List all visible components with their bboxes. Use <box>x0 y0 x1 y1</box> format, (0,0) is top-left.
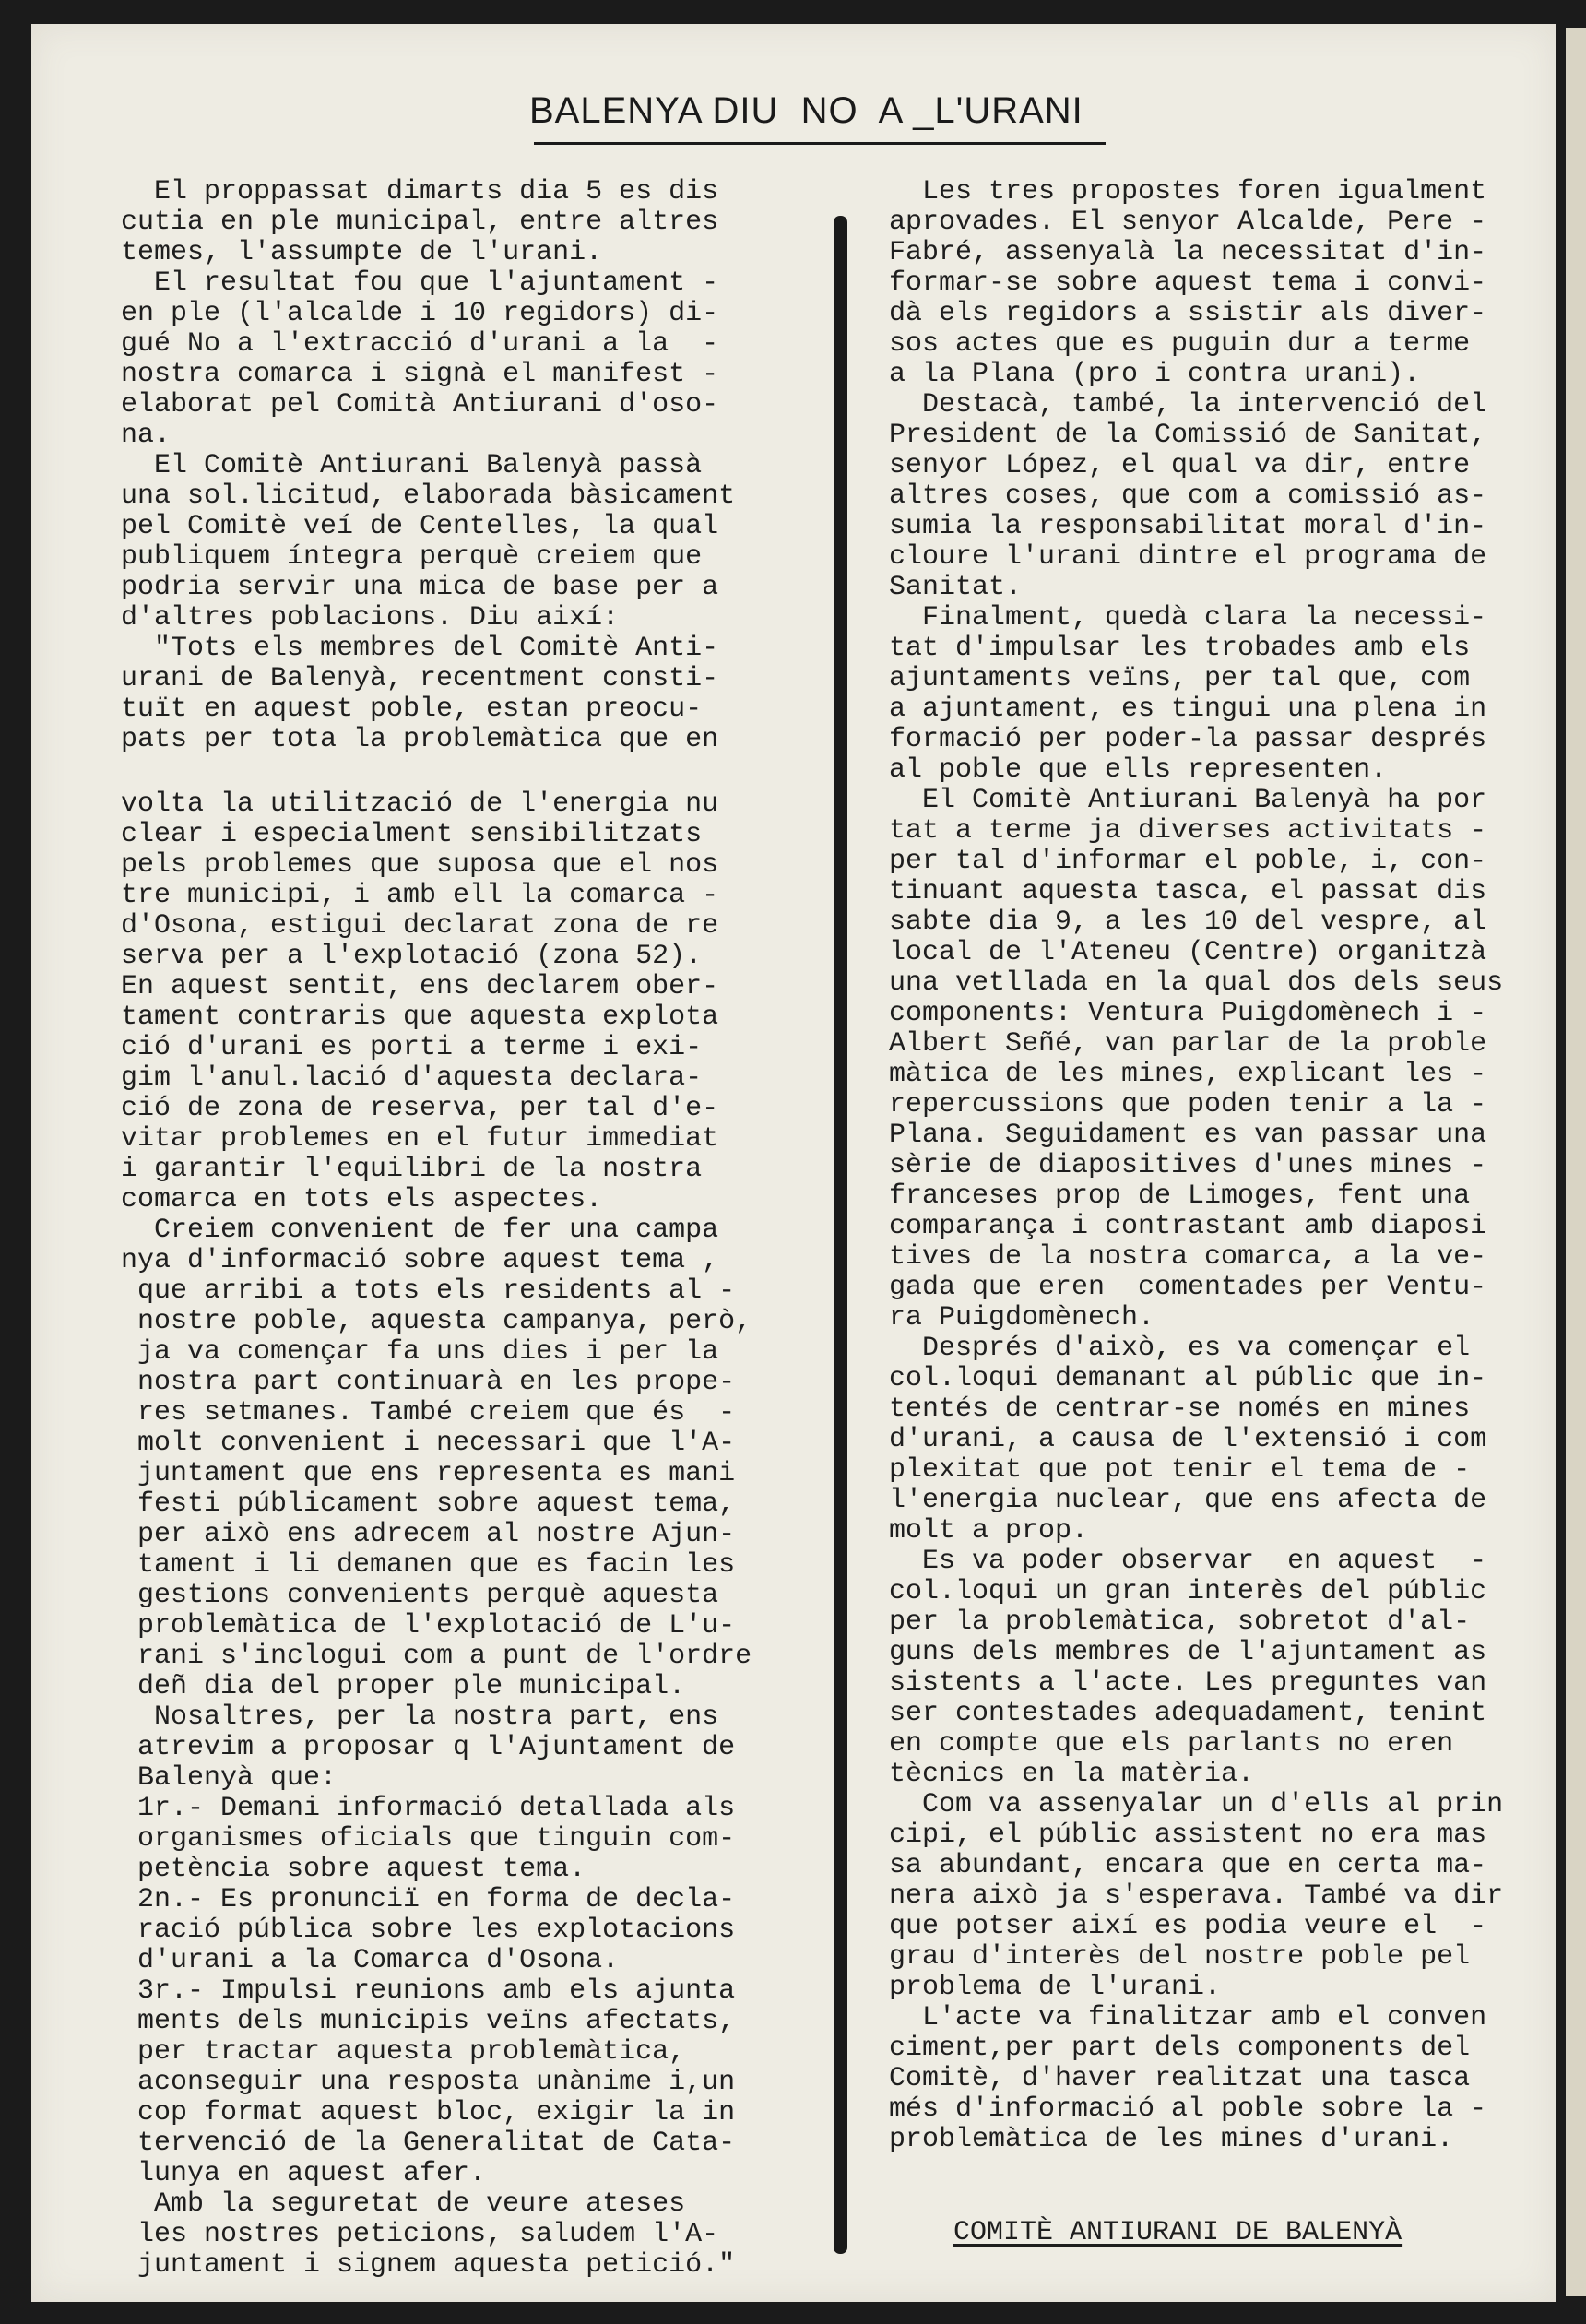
text-line: ció de zona de reserva, per tal d'e- <box>121 1093 719 1124</box>
title-underline <box>534 142 1106 145</box>
text-line: organismes oficials que tinguin com- <box>121 1823 736 1855</box>
text-line: res setmanes. També creiem que és - <box>121 1397 736 1429</box>
text-line: nera això ja s'esperava. També va dir <box>889 1880 1504 1912</box>
text-line: en compte que els parlants no eren <box>889 1728 1454 1760</box>
text-line: comparança i contrastant amb diaposi <box>889 1211 1487 1242</box>
text-line: col.loqui un gran interès del públic <box>889 1576 1487 1607</box>
text-line: El proppassat dimarts dia 5 es dis <box>121 176 719 208</box>
text-line: sabte dia 9, a les 10 del vespre, al <box>889 907 1487 938</box>
text-line: i garantir l'equilibri de la nostra <box>121 1154 703 1185</box>
text-line: en ple (l'alcalde i 10 regidors) di- <box>121 298 719 329</box>
text-line: comarca en tots els aspectes. <box>121 1184 603 1215</box>
column-divider <box>834 216 847 2254</box>
text-line: Les tres propostes foren igualment <box>889 176 1487 208</box>
text-line: nostra part continuarà en les prope- <box>121 1367 736 1398</box>
text-line: formar-se sobre aquest tema i convi- <box>889 267 1487 299</box>
text-line: sistents a l'acte. Les preguntes van <box>889 1667 1487 1699</box>
text-line: tre municipi, i amb ell la comarca - <box>121 880 719 911</box>
text-line: gestions convenients perquè aquesta <box>121 1580 719 1611</box>
text-line: El resultat fou que l'ajuntament - <box>121 267 719 299</box>
text-line: aprovades. El senyor Alcalde, Pere - <box>889 207 1487 238</box>
left-column-bottom <box>121 789 752 2281</box>
text-line: ajuntaments veïns, per tal que, com <box>889 663 1471 694</box>
text-line: Destacà, també, la intervenció del <box>889 389 1487 421</box>
text-line: tentés de centrar-se només en mines <box>889 1393 1471 1425</box>
text-line: tat a terme ja diverses activitats - <box>889 815 1487 847</box>
text-line: cutia en ple municipal, entre altres <box>121 207 719 238</box>
text-line: podria servir una mica de base per a <box>121 572 719 603</box>
text-line: Balenyà que: <box>121 1762 337 1794</box>
text-line: festi públicament sobre aquest tema, <box>121 1488 736 1520</box>
text-line: d'urani a la Comarca d'Osona. <box>121 1945 620 1976</box>
text-line: guns dels membres de l'ajuntament as <box>889 1637 1487 1668</box>
text-line: a la Plana (pro i contra urani). <box>889 359 1421 390</box>
text-line: lunya en aquest afer. <box>121 2158 487 2189</box>
signature: COMITÈ ANTIURANI DE BALENYÀ <box>953 2217 1403 2248</box>
text-line: urani de Balenyà, recentment consti- <box>121 663 719 694</box>
text-line: "Tots els membres del Comitè Anti- <box>121 633 719 664</box>
text-line: cloure l'urani dintre el programa de <box>889 541 1487 573</box>
text-line: Es va poder observar en aquest - <box>889 1546 1487 1577</box>
text-line: na. <box>121 420 172 451</box>
text-line: ja va començar fa uns dies i per la <box>121 1336 719 1368</box>
left-column-top <box>121 177 735 755</box>
text-line: components: Ventura Puigdomènech i - <box>889 998 1487 1029</box>
text-line: cop format aquest bloc, exigir la in <box>121 2097 736 2128</box>
text-line: ció d'urani es porti a terme i exi- <box>121 1032 703 1063</box>
text-line: 3r.- Impulsi reunions amb els ajunta <box>121 1975 736 2007</box>
text-line: més d'informació al poble sobre la - <box>889 2093 1487 2125</box>
text-line: Comitè, d'haver realitzat una tasca <box>889 2063 1471 2094</box>
text-line: Com va assenyalar un d'ells al prin <box>889 1789 1504 1820</box>
text-line: deñ dia del proper ple municipal. <box>121 1671 686 1702</box>
text-line: grau d'interès del nostre poble pel <box>889 1941 1471 1973</box>
text-line: publiquem íntegra perquè creiem que <box>121 541 703 573</box>
text-line: màtica de les mines, explicant les - <box>889 1059 1487 1090</box>
text-line: aconseguir una resposta unànime i,un <box>121 2067 736 2098</box>
text-line: tament i li demanen que es facin les <box>121 1549 736 1581</box>
text-line: gada que eren comentades per Ventu- <box>889 1272 1487 1303</box>
text-line: pats per tota la problemàtica que en <box>121 724 719 755</box>
text-line: nostre poble, aquesta campanya, però, <box>121 1306 752 1337</box>
text-line: Plana. Seguidament es van passar una <box>889 1120 1487 1151</box>
text-line: pel Comitè veí de Centelles, la qual <box>121 511 719 542</box>
text-line: formació per poder-la passar després <box>889 724 1487 755</box>
text-line: sumia la responsabilitat moral d'in- <box>889 511 1487 542</box>
text-line: Finalment, quedà clara la necessi- <box>889 602 1487 634</box>
text-line: per tractar aquesta problemàtica, <box>121 2036 686 2068</box>
text-line: gim l'anul.lació d'aquesta declara- <box>121 1062 703 1094</box>
text-line: 2n.- Es pronunciï en forma de decla- <box>121 1884 736 1915</box>
text-line: molt convenient i necessari que l'A- <box>121 1428 736 1459</box>
text-line: serva per a l'explotació (zona 52). <box>121 941 703 972</box>
text-line: petència sobre aquest tema. <box>121 1854 586 1885</box>
text-line: ciment,per part dels components del <box>889 2033 1471 2064</box>
text-line: que arribi a tots els residents al - <box>121 1275 736 1307</box>
text-line: local de l'Ateneu (Centre) organitzà <box>889 937 1487 968</box>
text-line: clear i especialment sensibilitzats <box>121 819 703 850</box>
text-line: Amb la seguretat de veure ateses <box>121 2188 686 2220</box>
text-line: L'acte va finalitzar amb el conven <box>889 2002 1487 2034</box>
text-line: col.loqui demanant al públic que in- <box>889 1363 1487 1394</box>
text-line: molt a prop. <box>889 1515 1089 1547</box>
text-line: sos actes que es puguin dur a terme <box>889 328 1471 360</box>
text-line: sèrie de diapositives d'unes mines - <box>889 1150 1487 1181</box>
text-line: juntament i signem aquesta petició." <box>121 2249 736 2281</box>
text-line: rani s'inclogui com a punt de l'ordre <box>121 1641 752 1672</box>
text-line: 1r.- Demani informació detallada als <box>121 1793 736 1824</box>
text-line: les nostres peticions, saludem l'A- <box>121 2219 719 2250</box>
right-column <box>889 177 1503 2155</box>
text-line: sa abundant, encara que en certa ma- <box>889 1850 1487 1881</box>
text-line: dà els regidors a ssistir als diver- <box>889 298 1487 329</box>
text-line: gué No a l'extracció d'urani a la - <box>121 328 719 360</box>
text-line: a ajuntament, es tingui una plena in <box>889 694 1487 725</box>
text-line: pels problemes que suposa que el nos <box>121 849 719 881</box>
text-line: altres coses, que com a comissió as- <box>889 480 1487 512</box>
text-line: l'energia nuclear, que ens afecta de <box>889 1485 1487 1516</box>
text-line: Després d'això, es va començar el <box>889 1333 1471 1364</box>
text-line: Sanitat. <box>889 572 1023 603</box>
text-line: ser contestades adequadament, tenint <box>889 1698 1487 1729</box>
text-line: tives de la nostra comarca, a la ve- <box>889 1241 1487 1273</box>
text-line: tervenció de la Generalitat de Cata- <box>121 2128 736 2159</box>
text-line: Creiem convenient de fer una campa <box>121 1215 719 1246</box>
text-line: El Comitè Antiurani Balenyà ha por <box>889 785 1487 816</box>
text-line: problemàtica de l'explotació de L'u- <box>121 1610 736 1642</box>
text-line: per tal d'informar el poble, i, con- <box>889 846 1487 877</box>
text-line: Albert Señé, van parlar de la proble <box>889 1028 1487 1060</box>
text-line: per la problemàtica, sobretot d'al- <box>889 1607 1471 1638</box>
text-line: al poble que ells representen. <box>889 754 1388 786</box>
text-line: una sol.licitud, elaborada bàsicament <box>121 480 736 512</box>
newsletter-page <box>31 24 1556 2302</box>
text-line: problema de l'urani. <box>889 1972 1222 2003</box>
text-line: atrevim a proposar q l'Ajuntament de <box>121 1732 736 1763</box>
text-line: tat d'impulsar les trobades amb els <box>889 633 1471 664</box>
article-title: BALENYA DIU NO A _L'URANI <box>529 90 1083 131</box>
text-line: vitar problemes en el futur immediat <box>121 1123 719 1155</box>
text-line: juntament que ens representa es mani <box>121 1458 736 1489</box>
text-line: franceses prop de Limoges, fent una <box>889 1180 1471 1212</box>
text-line: tament contraris que aquesta explota <box>121 1002 719 1033</box>
text-line: cipi, el públic assistent no era mas <box>889 1820 1487 1851</box>
text-line: nostra comarca i signà el manifest - <box>121 359 719 390</box>
text-line: tinuant aquesta tasca, el passat dis <box>889 876 1487 907</box>
text-line: Fabré, assenyalà la necessitat d'in- <box>889 237 1487 268</box>
text-line: per això ens adrecem al nostre Ajun- <box>121 1519 736 1550</box>
text-line: plexitat que pot tenir el tema de - <box>889 1454 1471 1486</box>
text-line: d'altres poblacions. Diu així: <box>121 602 620 634</box>
text-line: temes, l'assumpte de l'urani. <box>121 237 603 268</box>
text-line: una vetllada en la qual dos dels seus <box>889 967 1504 999</box>
text-line: tuït en aquest poble, estan preocu- <box>121 694 703 725</box>
text-line: d'urani, a causa de l'extensió i com <box>889 1424 1487 1455</box>
text-line: ra Puigdomènech. <box>889 1302 1155 1334</box>
text-line: tècnics en la matèria. <box>889 1759 1255 1790</box>
text-line: elaborat pel Comità Antiurani d'oso- <box>121 389 719 421</box>
text-line: repercussions que poden tenir a la - <box>889 1089 1487 1120</box>
text-line: volta la utilització de l'energia nu <box>121 788 719 820</box>
text-line: Nosaltres, per la nostra part, ens <box>121 1702 719 1733</box>
text-line: President de la Comissió de Sanitat, <box>889 420 1487 451</box>
text-line: ments dels municipis veïns afectats, <box>121 2006 736 2037</box>
text-line: que potser així es podia veure el - <box>889 1911 1487 1942</box>
text-line: nya d'informació sobre aquest tema , <box>121 1245 719 1276</box>
text-line: d'Osona, estigui declarat zona de re <box>121 910 719 942</box>
text-line: En aquest sentit, ens declarem ober- <box>121 971 719 1002</box>
text-line: El Comitè Antiurani Balenyà passà <box>121 450 703 481</box>
adjacent-page-edge <box>1566 28 1586 2296</box>
text-line: senyor López, el qual va dir, entre <box>889 450 1471 481</box>
text-line: ració pública sobre les explotacions <box>121 1915 736 1946</box>
text-line: problemàtica de les mines d'urani. <box>889 2124 1454 2155</box>
